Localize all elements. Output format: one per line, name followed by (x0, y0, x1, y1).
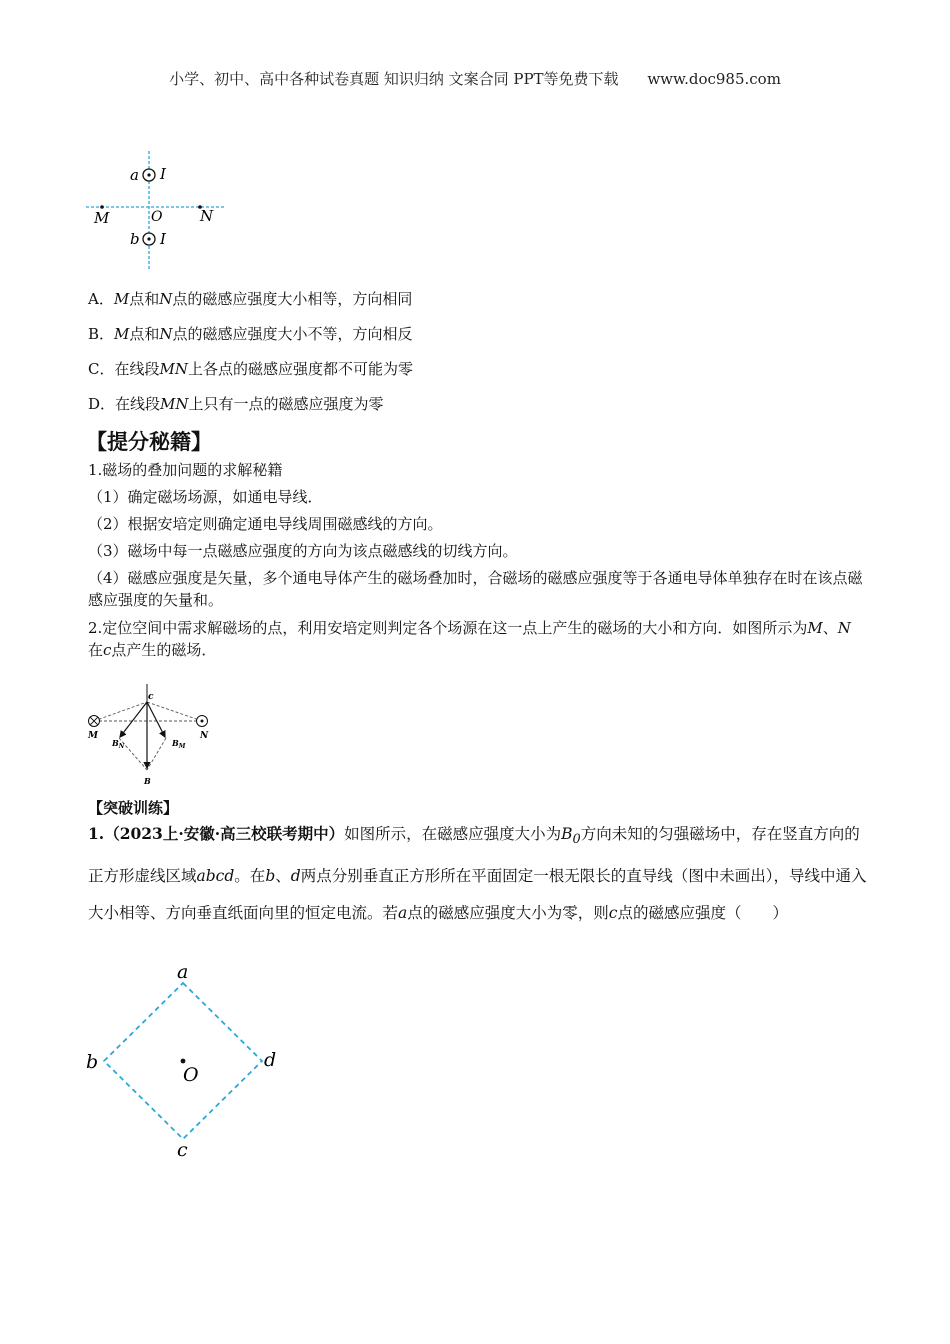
question-1: 1.（2023上·安徽·高三校联考期中）如图所示，在磁感应强度大小为$B_0$方向未知的匀强磁场中，存在竖直方向的正方形虚线区域abcd。在b、d两点分别垂直正方形所在平面固定一根无限长的直导线（图中未画出），导线中通入大小相等、方向垂直纸面向里的恒定电流。若a点的磁感应强度大小为零，则c点的磁感应强度（ ） (88, 824, 867, 923)
header-text: 小学、初中、高中各种试卷真题 知识归纳 文案合同 PPT等免费下载 (169, 70, 619, 88)
tips-item1-title: 1.磁场的叠加问题的求解秘籍 (88, 461, 283, 479)
fig1-label-b: b (130, 230, 140, 248)
tips-item2: 2.定位空间中需求解磁场的点，利用安培定则判定各个场源在这一点上产生的磁场的大小和方向．如图所示为M、N在c点产生的磁场． (88, 619, 851, 659)
fig1-label-O: O (151, 209, 163, 225)
fig2-label-BN-sub: N (118, 743, 125, 750)
svg-text:BN (111, 738, 125, 750)
fig3-label-d: d (264, 1049, 277, 1071)
fig3-label-a: a (177, 961, 189, 983)
fig2-label-B: B (144, 776, 151, 786)
fig2-label-N: N (200, 731, 209, 741)
fig2-label-M: M (88, 731, 98, 741)
tips-step1: （1）确定磁场场源，如通电导线． (88, 488, 323, 506)
option-a: A．M点和N点的磁感应强度大小相等，方向相同 (88, 290, 413, 308)
fig1-label-a: a (130, 166, 139, 184)
option-b: B．M点和N点的磁感应强度大小不等，方向相反 (88, 325, 413, 343)
svg-text:BM (171, 738, 186, 750)
tips-step2: （2）根据安培定则确定通电导线周围磁感线的方向。 (88, 515, 443, 533)
option-c: C．在线段MN上各点的磁感应强度都不可能为零 (88, 360, 413, 378)
fig3-label-c: c (177, 1139, 188, 1161)
fig2-label-BM: B (172, 738, 179, 748)
training-heading: 【突破训练】 (88, 799, 179, 817)
header-site: www.doc985.com (647, 70, 781, 88)
option-d: D．在线段MN上只有一点的磁感应强度为零 (88, 395, 384, 413)
fig3-label-b: b (86, 1051, 99, 1073)
fig1-label-N: N (200, 207, 214, 225)
fig1-label-M: M (94, 209, 110, 227)
fig3-label-O: O (183, 1064, 199, 1086)
fig2-label-BN: B (112, 738, 119, 748)
fig2-label-c: c (148, 692, 154, 702)
tips-step3: （3）磁场中每一点磁感应强度的方向为该点磁感线的切线方向。 (88, 542, 518, 560)
tips-step4: （4）磁感应强度是矢量，多个通电导体产生的磁场叠加时，合磁场的磁感应强度等于各通电导体单独存在时在该点磁感应强度的矢量和。 (88, 569, 863, 609)
page-header (0, 68, 950, 89)
figure-square-abcd (80, 958, 290, 1163)
tips-heading: 【提分秘籍】 (86, 429, 212, 454)
figure-field-vectors (84, 680, 214, 790)
fig2-label-BM-sub: M (178, 743, 186, 750)
fig1-label-I-top: I (160, 165, 166, 183)
figure-wires-ab (84, 148, 234, 274)
fig1-label-I-bottom: I (160, 230, 166, 248)
